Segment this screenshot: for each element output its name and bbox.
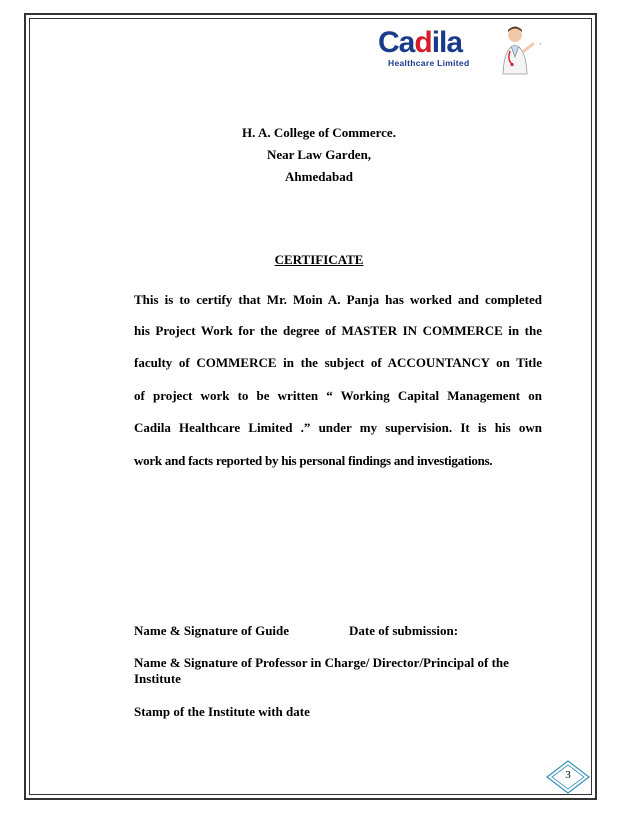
certificate-line: This is to certify that Mr. Moin A. Panja has worked and completed <box>134 292 542 307</box>
college-name: H. A. College of Commerce. <box>242 125 396 140</box>
logo-tagline: Healthcare Limited <box>388 58 470 68</box>
cadila-logo <box>376 22 551 78</box>
certificate-line: Cadila Healthcare Limited .” under my supervision. It is his own <box>134 420 542 435</box>
logo-wordmark: Cadila <box>378 26 463 59</box>
certificate-line: his Project Work for the degree of MASTER IN COMMERCE in the <box>134 323 542 338</box>
certificate-line: faculty of COMMERCE in the subject of ACCOUNTANCY on Title <box>134 355 542 370</box>
page-number: 3 <box>565 769 571 781</box>
logo-mark: ` <box>539 42 542 51</box>
professor-signature-label-cont: Institute <box>134 671 181 686</box>
submission-date-label: Date of submission: <box>349 623 459 638</box>
professor-signature-label: Name & Signature of Professor in Charge/ Director/Principal of the <box>134 655 509 670</box>
guide-signature-label: Name & Signature of Guide <box>134 623 290 638</box>
certificate-line: of project work to be written “ Working Capital Management on <box>134 388 542 403</box>
college-city: Ahmedabad <box>285 169 353 184</box>
college-address: Near Law Garden, <box>266 147 372 162</box>
page-number-box <box>546 760 590 794</box>
institute-stamp-label: Stamp of the Institute with date <box>134 704 310 719</box>
certificate-title: CERTIFICATE <box>274 252 364 267</box>
doctor-figure-icon <box>498 24 536 76</box>
certificate-line: work and facts reported by his personal findings and investigations. <box>134 453 493 468</box>
